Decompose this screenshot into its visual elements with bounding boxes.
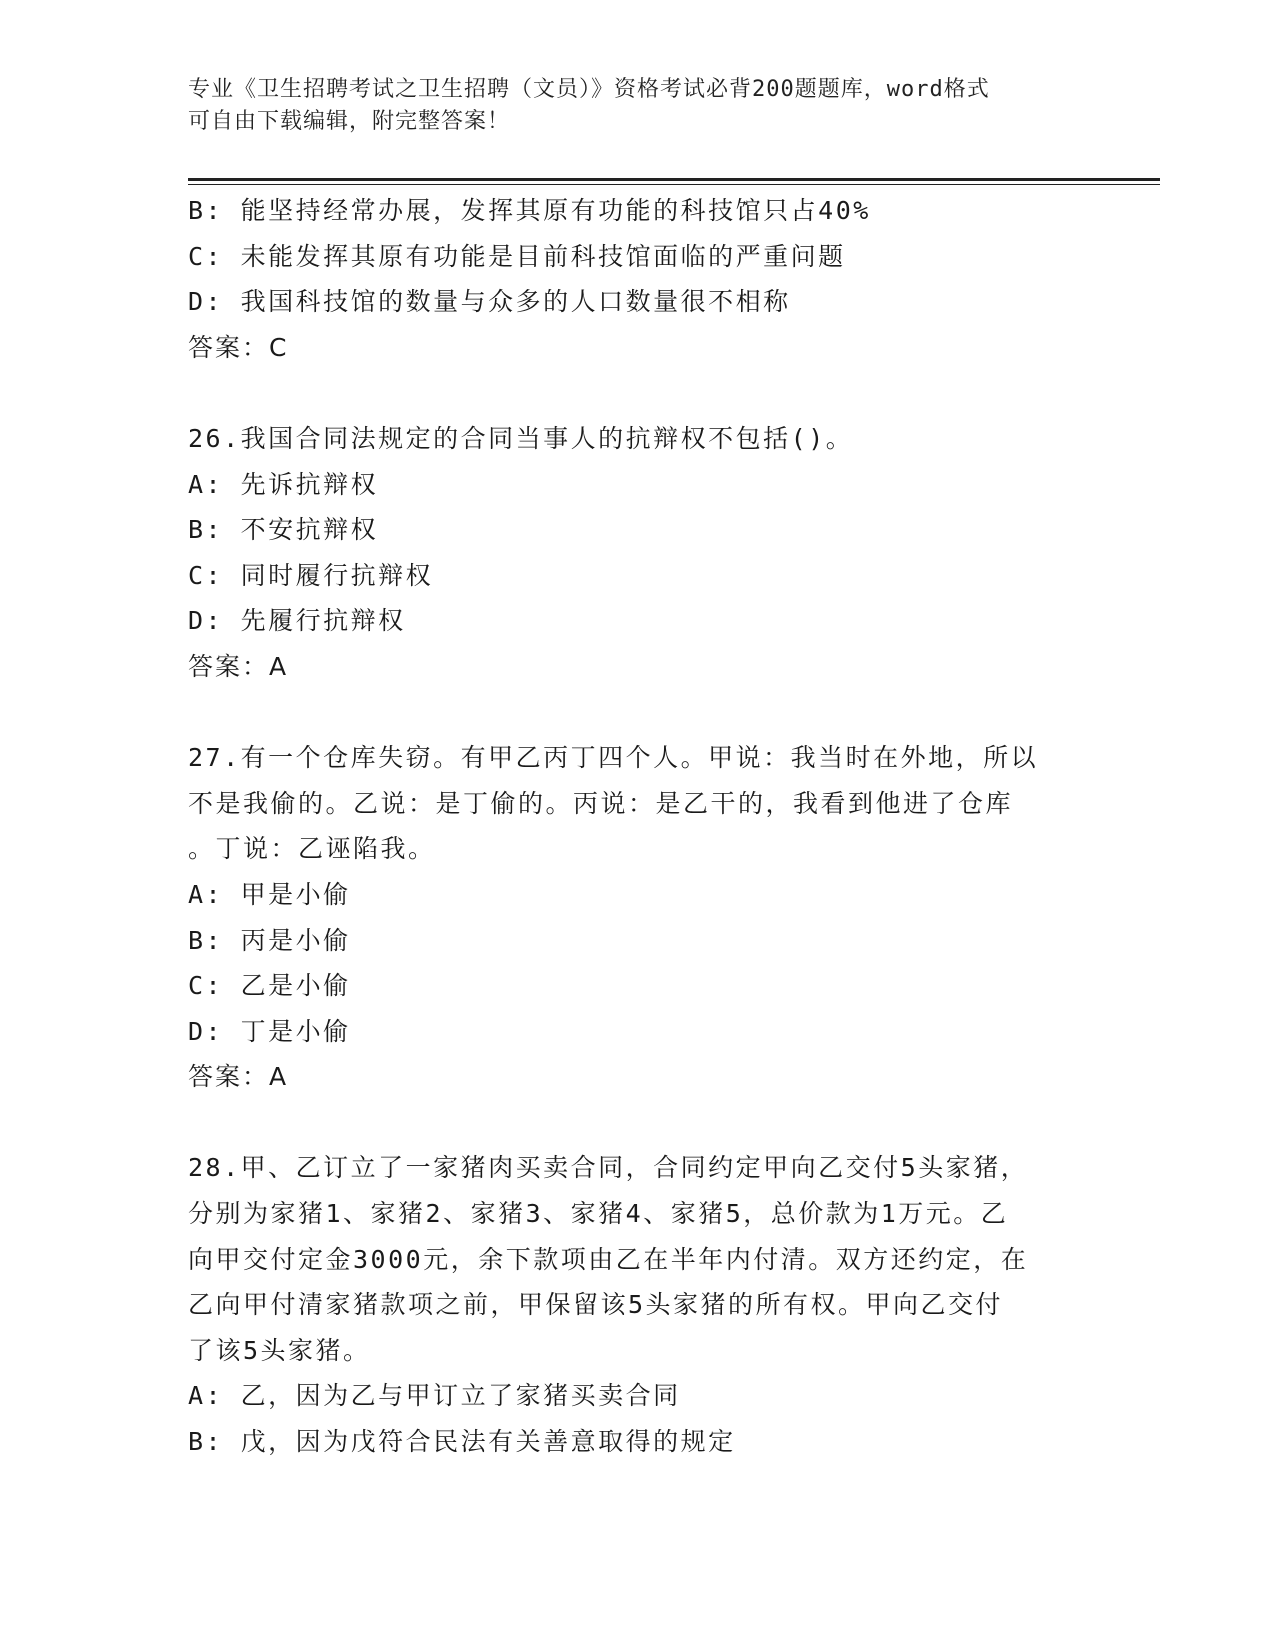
question-content (188, 188, 1128, 1465)
question-stem-line-2: 不是我偷的。乙说：是丁偷的。丙说：是乙干的，我看到他进了仓库 (188, 788, 1014, 818)
option-d: D: 丁是小偷 (188, 1016, 351, 1046)
question-stem-line-2: 分别为家猪1、家猪2、家猪3、家猪4、家猪5，总价款为1万元。乙 (188, 1199, 1009, 1229)
question-27 (188, 735, 1128, 1100)
question-25 (188, 188, 1128, 370)
spacer (188, 1100, 1128, 1146)
question-stem-line-3: 向甲交付定金3000元，余下款项由乙在半年内付清。双方还约定，在 (188, 1244, 1029, 1274)
option-b: B: 能坚持经常办展，发挥其原有功能的科技馆只占40% (188, 196, 871, 225)
option-c: C: 同时履行抗辩权 (188, 560, 434, 590)
option-c: C: 未能发挥其原有功能是目前科技馆面临的严重问题 (188, 241, 846, 271)
option-b: B: 不安抗辩权 (188, 515, 379, 545)
answer-line: 答案：C (188, 332, 289, 362)
option-b: B: 丙是小偷 (188, 925, 351, 955)
page-header (188, 74, 1088, 138)
option-d: D: 我国科技馆的数量与众多的人口数量很不相称 (188, 287, 791, 317)
question-stem-line-1: 28.甲、乙订立了一家猪肉买卖合同，合同约定甲向乙交付5头家猪， (188, 1153, 1029, 1183)
spacer (188, 690, 1128, 736)
option-a: A: 乙，因为乙与甲订立了家猪买卖合同 (188, 1381, 681, 1411)
header-divider-thin (188, 184, 1160, 185)
question-stem-line-4: 乙向甲付清家猪款项之前，甲保留该5头家猪的所有权。甲向乙交付 (188, 1290, 1004, 1320)
option-d: D: 先履行抗辩权 (188, 606, 406, 636)
header-divider-thick (188, 178, 1160, 181)
answer-line: 答案：A (188, 651, 289, 681)
question-stem-line-3: 。丁说：乙诬陷我。 (188, 834, 436, 864)
answer-line: 答案：A (188, 1062, 289, 1092)
question-stem: 26.我国合同法规定的合同当事人的抗辩权不包括()。 (188, 423, 854, 453)
question-28 (188, 1145, 1128, 1464)
question-26 (188, 416, 1128, 690)
option-c: C: 乙是小偷 (188, 971, 351, 1001)
question-stem-line-5: 了该5头家猪。 (188, 1335, 371, 1365)
option-a: A: 甲是小偷 (188, 879, 351, 909)
option-b: B: 戊，因为戊符合民法有关善意取得的规定 (188, 1427, 736, 1457)
option-a: A: 先诉抗辩权 (188, 469, 379, 499)
header-title-line-1: 专业《卫生招聘考试之卫生招聘（文员）》资格考试必背200题题库，word格式 (188, 77, 990, 102)
spacer (188, 370, 1128, 416)
question-stem-line-1: 27.有一个仓库失窃。有甲乙丙丁四个人。甲说：我当时在外地，所以 (188, 743, 1039, 773)
header-title-line-2: 可自由下载编辑，附完整答案！ (188, 109, 511, 134)
